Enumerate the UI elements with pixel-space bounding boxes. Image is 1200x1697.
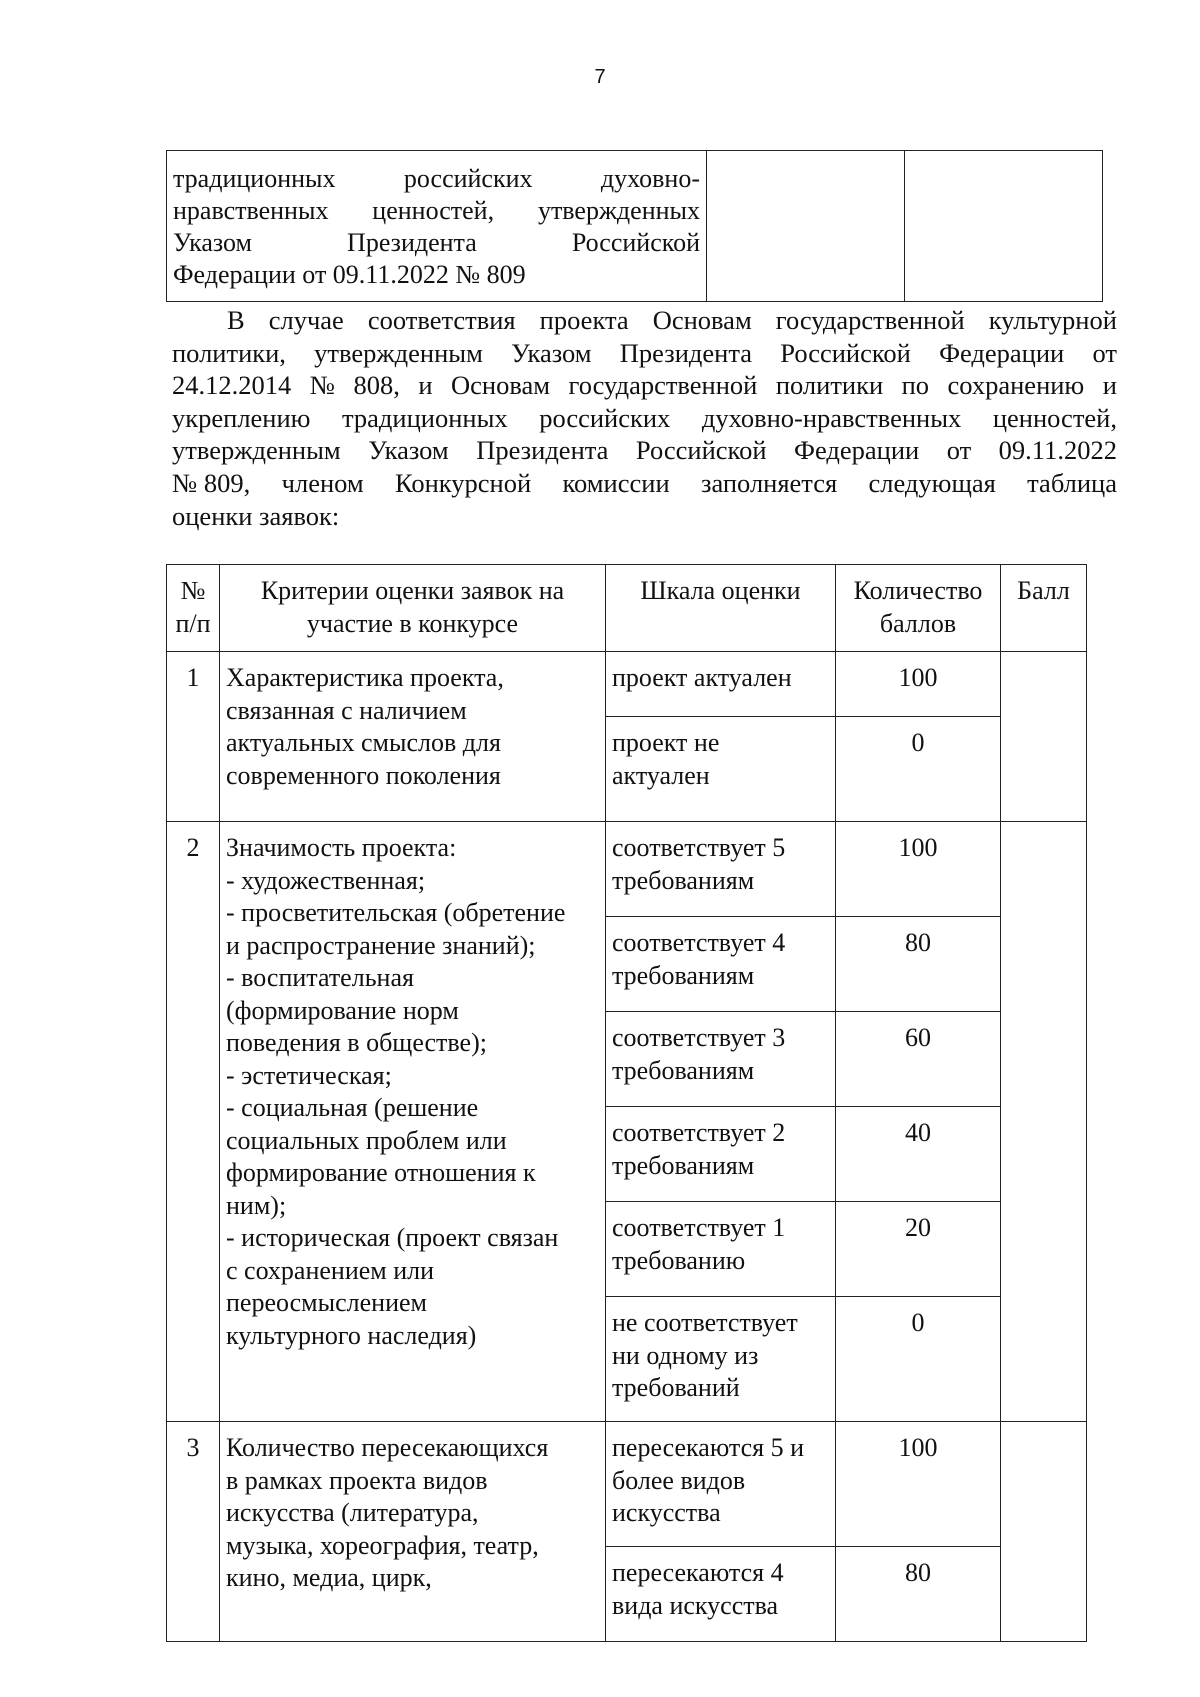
scale-cell [606, 1422, 836, 1547]
cell-line: культурного наследия) [226, 1320, 477, 1350]
word: государственной [775, 305, 965, 335]
word: нравственных [173, 196, 329, 225]
cell-line: - социальная (решение [226, 1093, 479, 1122]
cell-line: связанная с наличием [226, 695, 467, 725]
text-line [173, 259, 700, 291]
header-score [1001, 565, 1087, 652]
cell-line: формирование отношения к [226, 1158, 536, 1187]
cell-line: проект актуален [612, 663, 792, 692]
table-row [167, 822, 1087, 917]
word: российских [539, 402, 671, 433]
cell-line: - эстетическая; [226, 1060, 392, 1090]
points-cell: 40 [836, 1107, 1001, 1202]
cell-line: - художественная; [226, 865, 426, 895]
cell-line: соответствует 5 [612, 833, 786, 862]
word: государственной [568, 370, 758, 401]
cell-line: Балл [1017, 576, 1070, 605]
word: таблица [1027, 467, 1117, 498]
cell-line: не соответствует [612, 1308, 798, 1337]
word: политики [775, 370, 884, 401]
word: членом [281, 467, 364, 498]
word: Конкурсной [395, 467, 532, 498]
cell-line: (формирование норм [226, 995, 459, 1025]
text-line [172, 467, 1117, 500]
cell-line: Количество [853, 576, 983, 605]
cell-line: - просветительская (обретение [226, 898, 566, 927]
word: политики, [172, 337, 286, 368]
cell-line: Характеристика проекта, [226, 663, 504, 692]
word: от [946, 435, 972, 466]
cell-line: соответствует 4 [612, 928, 786, 957]
continued-table-cell-empty [905, 151, 1103, 302]
continued-table [166, 150, 1103, 302]
word: Российской [571, 228, 700, 257]
points-cell: 0 [836, 717, 1001, 822]
cell-line: пересекаются 5 и [612, 1433, 804, 1462]
text-line [172, 304, 1117, 337]
word: укреплению [172, 402, 311, 433]
word: Основам [652, 305, 752, 335]
cell-line: и распространение знаний); [226, 930, 536, 960]
continued-table-cell-criteria [167, 151, 707, 302]
criteria-cell [220, 652, 606, 822]
word: № [309, 370, 336, 401]
scale-cell [606, 917, 836, 1012]
scale-cell [606, 1012, 836, 1107]
table-row [167, 1422, 1087, 1547]
word: случае [268, 305, 344, 335]
word: культурной [988, 305, 1117, 335]
header-points [836, 565, 1001, 652]
cell-line: с сохранением или [226, 1255, 435, 1285]
cell-line: ни одному из [612, 1340, 759, 1370]
cell-line: актуальных смыслов для [226, 728, 501, 757]
points-cell: 0 [836, 1297, 1001, 1422]
word: Федерации [939, 337, 1065, 368]
cell-line: пересекаются 4 [612, 1558, 784, 1587]
cell-line: требованиям [612, 865, 755, 895]
cell-line: кино, медиа, цирк, [226, 1563, 432, 1592]
table-row [167, 652, 1087, 717]
word: 09.11.2022 [998, 435, 1117, 466]
cell-line: актуален [612, 760, 710, 790]
text-line [172, 500, 1117, 533]
cell-line: требованиям [612, 960, 755, 990]
text-line [172, 402, 1117, 435]
row-number: 1 [167, 652, 220, 822]
word: и [418, 370, 433, 401]
word: Указом [511, 337, 592, 368]
score-cell[interactable] [1001, 822, 1087, 1422]
word: ценностей, [372, 196, 495, 225]
text-line [173, 163, 700, 195]
word: оценки заявок: [172, 500, 340, 531]
points-cell: 100 [836, 822, 1001, 917]
word: соответствия [367, 305, 516, 335]
cell-line: участие в конкурсе [306, 608, 519, 638]
cell-line: соответствует 1 [612, 1213, 786, 1242]
cell-line: ним); [226, 1190, 287, 1220]
word: В [227, 305, 245, 335]
text-line [173, 227, 700, 259]
text-line [172, 369, 1117, 402]
cell-line: проект не [612, 728, 720, 757]
word: и [1102, 370, 1117, 401]
scale-cell [606, 822, 836, 917]
word: утвержденных [537, 196, 700, 225]
header-scale [606, 565, 836, 652]
word: традиционных [342, 402, 508, 433]
word: от [1092, 337, 1117, 368]
cell-line: поведения в обществе); [226, 1028, 487, 1057]
cell-line: - историческая (проект связан [226, 1223, 559, 1252]
cell-line: музыка, хореография, театр, [226, 1530, 539, 1560]
body-paragraph [172, 304, 1117, 532]
cell-line: вида искусства [612, 1590, 779, 1620]
continued-criteria-text [167, 151, 706, 291]
cell-line: более видов [612, 1465, 746, 1495]
text-line [172, 337, 1117, 370]
word: Указом [368, 435, 449, 466]
table-header-row [167, 565, 1087, 652]
word: духовно- [600, 164, 700, 193]
scale-cell [606, 717, 836, 822]
cell-line: требованиям [612, 1055, 755, 1085]
evaluation-table [166, 564, 1087, 1642]
cell-line: требований [612, 1373, 740, 1402]
word: Президента [619, 337, 753, 368]
cell-line: искусства (литература, [226, 1498, 479, 1527]
cell-line: соответствует 2 [612, 1118, 786, 1147]
word: проекта [539, 305, 629, 335]
word: 808, [353, 370, 400, 401]
cell-line: соответствует 3 [612, 1023, 786, 1052]
word: Президента [347, 228, 477, 257]
cell-line: современного поколения [226, 760, 501, 790]
points-cell: 100 [836, 652, 1001, 717]
cell-line: требованию [612, 1245, 746, 1275]
word: следующая [868, 467, 996, 498]
row-number: 3 [167, 1422, 220, 1642]
word: российских [403, 164, 533, 193]
word: традиционных [173, 164, 336, 193]
text-line [172, 434, 1117, 467]
header-criteria [220, 565, 606, 652]
score-cell[interactable] [1001, 652, 1087, 822]
word: заполняется [700, 467, 838, 498]
points-cell: 100 [836, 1422, 1001, 1547]
cell-line: п/п [175, 608, 211, 638]
cell-line: в рамках проекта видов [226, 1465, 488, 1495]
points-cell: 20 [836, 1202, 1001, 1297]
word: комиссии [562, 467, 670, 498]
word: Указом [173, 228, 252, 257]
cell-line: Количество пересекающихся [226, 1433, 549, 1462]
scale-cell [606, 652, 836, 717]
header-num [167, 565, 220, 652]
points-cell: 80 [836, 1547, 1001, 1642]
word: ценностей, [992, 402, 1117, 433]
cell-line: переосмыслением [226, 1288, 427, 1317]
row-number: 2 [167, 822, 220, 1422]
word: сохранению [947, 370, 1085, 401]
cell-line: Критерии оценки заявок на [260, 576, 565, 605]
word: Президента [476, 435, 609, 466]
word: утвержденным [314, 337, 483, 368]
word: 24.12.2014 [172, 370, 292, 401]
word: № 809, [172, 467, 251, 498]
word: утвержденным [172, 435, 341, 466]
scale-cell [606, 1297, 836, 1422]
cell-line: Шкала оценки [640, 576, 801, 605]
cell-line: социальных проблем или [226, 1125, 507, 1155]
scale-cell [606, 1202, 836, 1297]
continued-table-cell-empty [707, 151, 905, 302]
cell-line: № [180, 576, 206, 605]
cell-line: Значимость проекта: [226, 833, 457, 862]
word: Основам [450, 370, 551, 401]
cell-line: - воспитательная [226, 963, 414, 992]
scale-cell [606, 1107, 836, 1202]
word: Федерации [794, 435, 920, 466]
points-cell: 60 [836, 1012, 1001, 1107]
cell-line: требованиям [612, 1150, 755, 1180]
points-cell: 80 [836, 917, 1001, 1012]
text-line [173, 195, 700, 227]
scale-cell [606, 1547, 836, 1642]
word: Российской [635, 435, 767, 466]
word: по [901, 370, 930, 401]
page-number: 7 [594, 66, 606, 88]
word: Российской [780, 337, 911, 368]
word: духовно-нравственных [701, 402, 962, 433]
cell-line: баллов [879, 608, 957, 638]
score-cell[interactable] [1001, 1422, 1087, 1642]
cell-line: искусства [612, 1498, 721, 1527]
criteria-cell [220, 822, 606, 1422]
word: Федерации от 09.11.2022 № 809 [173, 260, 526, 289]
criteria-cell [220, 1422, 606, 1642]
